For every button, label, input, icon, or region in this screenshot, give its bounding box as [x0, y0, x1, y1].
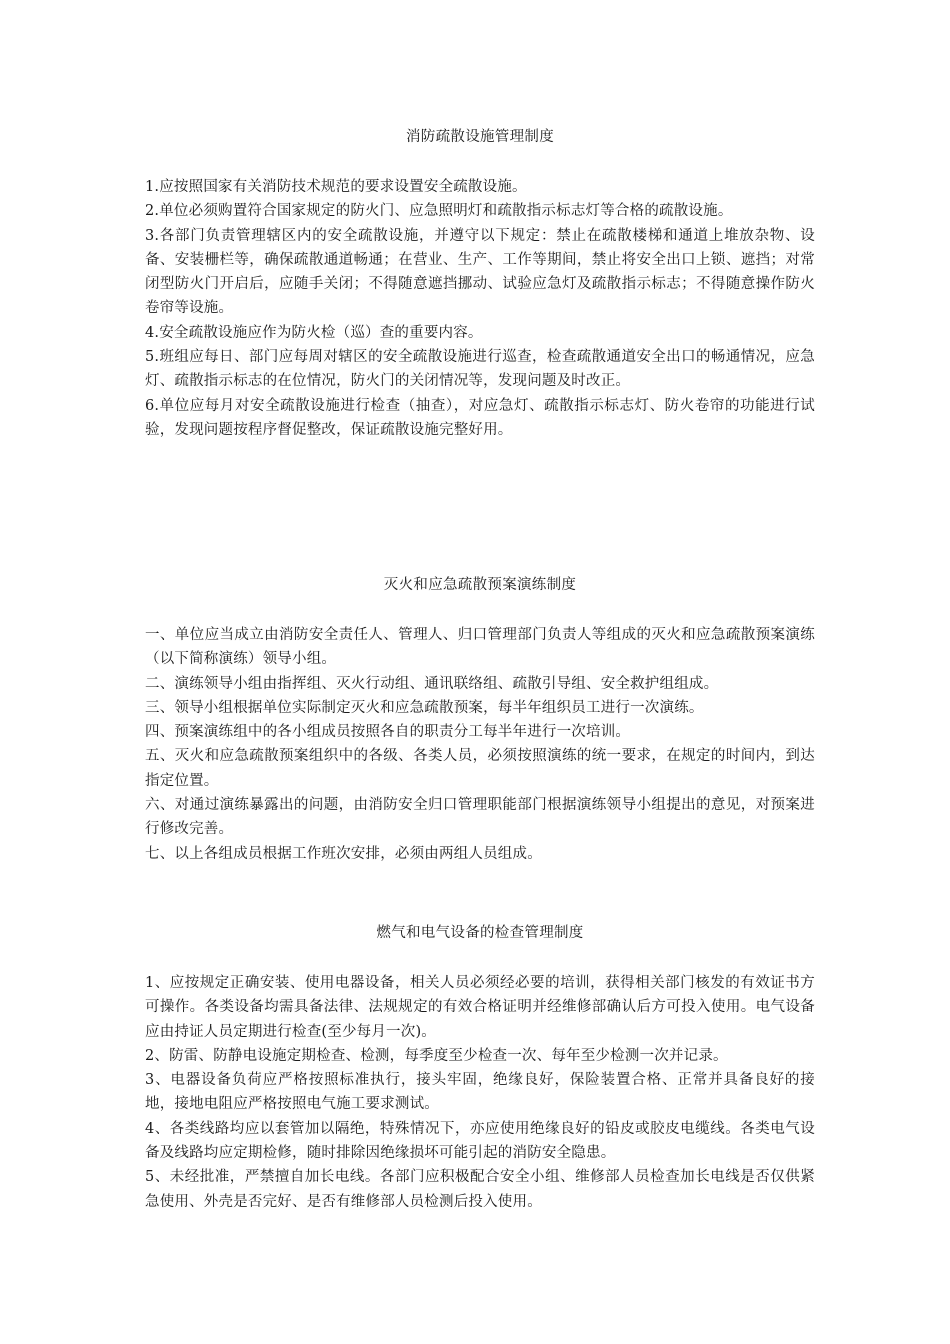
paragraph: 4.安全疏散设施应作为防火检（巡）查的重要内容。 [145, 324, 483, 341]
paragraph: 四、预案演练组中的各小组成员按照各自的职责分工每半年进行一次培训。 [145, 724, 631, 741]
section-title: 灭火和应急疏散预案演练制度 [383, 577, 577, 593]
paragraph: 2、防雷、防静电设施定期检查、检测，每季度至少检查一次、每年至少检测一次并记录。 [145, 1047, 728, 1064]
paragraph: 6.单位应每月对安全疏散设施进行检查（抽查），对应急灯、疏散指示标志灯、防火卷帘的功能进行试验，发现问题按程序督促整改，保证疏散设施完整好用。 [145, 397, 815, 438]
paragraph: 七、以上各组成员根据工作班次安排，必须由两组人员组成。 [145, 845, 542, 862]
paragraph: 1.应按照国家有关消防技术规范的要求设置安全疏散设施。 [145, 179, 527, 195]
paragraph: 五、灭火和应急疏散预案组织中的各级、各类人员，必须按照演练的统一要求，在规定的时间内，到达指定位置。 [145, 748, 815, 789]
paragraph: 六、对通过演练暴露出的问题，由消防安全归口管理职能部门根据演练领导小组提出的意见，对预案进行修改完善。 [145, 797, 815, 838]
paragraph: 3、电器设备负荷应严格按照标准执行，接头牢固，绝缘良好，保险装置合格、正常并具备良好的接地，接地电阻应严格按照电气施工要求测试。 [145, 1072, 815, 1113]
section-body [145, 175, 815, 442]
section-fire-drill [145, 573, 815, 866]
section-body [145, 971, 815, 1214]
paragraph: 1、应按规定正确安装、使用电器设备，相关人员必须经必要的培训，获得相关部门核发的有效证书方可操作。各类设备均需具备法律、法规规定的有效合格证明并经维修部确认后方可投入使用。电气设备应由持证人员定期进行检查(至少每月一次)。 [145, 975, 815, 1040]
paragraph: 二、演练领导小组由指挥组、灭火行动组、通讯联络组、疏散引导组、安全救护组组成。 [145, 675, 719, 692]
paragraph: 5.班组应每日、部门应每周对辖区的安全疏散设施进行巡查，检查疏散通道安全出口的畅通情况，应急灯、疏散指示标志的在位情况，防火门的关闭情况等，发现问题及时改正。 [145, 349, 815, 390]
paragraph: 5、未经批准，严禁擅自加长电线。各部门应积极配合安全小组、维修部人员检查加长电线是否仅供紧急使用、外壳是否完好、是否有维修部人员检测后投入使用。 [145, 1169, 815, 1210]
paragraph: 2.单位必须购置符合国家规定的防火门、应急照明灯和疏散指示标志灯等合格的疏散设施。 [145, 203, 733, 220]
section-evacuation-facilities [145, 125, 815, 442]
paragraph: 三、领导小组根据单位实际制定灭火和应急疏散预案，每半年组织员工进行一次演练。 [145, 699, 704, 716]
section-title: 消防疏散设施管理制度 [406, 129, 554, 145]
section-title: 燃气和电气设备的检查管理制度 [376, 925, 584, 941]
section-body [145, 623, 815, 866]
paragraph: 一、单位应当成立由消防安全责任人、管理人、归口管理部门负责人等组成的灭火和应急疏散预案演练（以下简称演练）领导小组。 [145, 627, 815, 668]
paragraph: 3.各部门负责管理辖区内的安全疏散设施，并遵守以下规定：禁止在疏散楼梯和通道上堆放杂物、设备、安装栅栏等，确保疏散通道畅通；在营业、生产、工作等期间，禁止将安全出口上锁、遮挡；对常闭型防火门开启后，应随手关闭；不得随意遮挡挪动、试验应急灯及疏散指示标志；不得随意操作防火卷帘等设施。 [145, 227, 815, 317]
paragraph: 4、各类线路均应以套管加以隔绝，特殊情况下，亦应使用绝缘良好的铅皮或胶皮电缆线。各类电气设备及线路均应定期检修，随时排除因绝缘损坏可能引起的消防安全隐患。 [145, 1120, 815, 1162]
section-gas-electrical-inspection [145, 921, 815, 1214]
